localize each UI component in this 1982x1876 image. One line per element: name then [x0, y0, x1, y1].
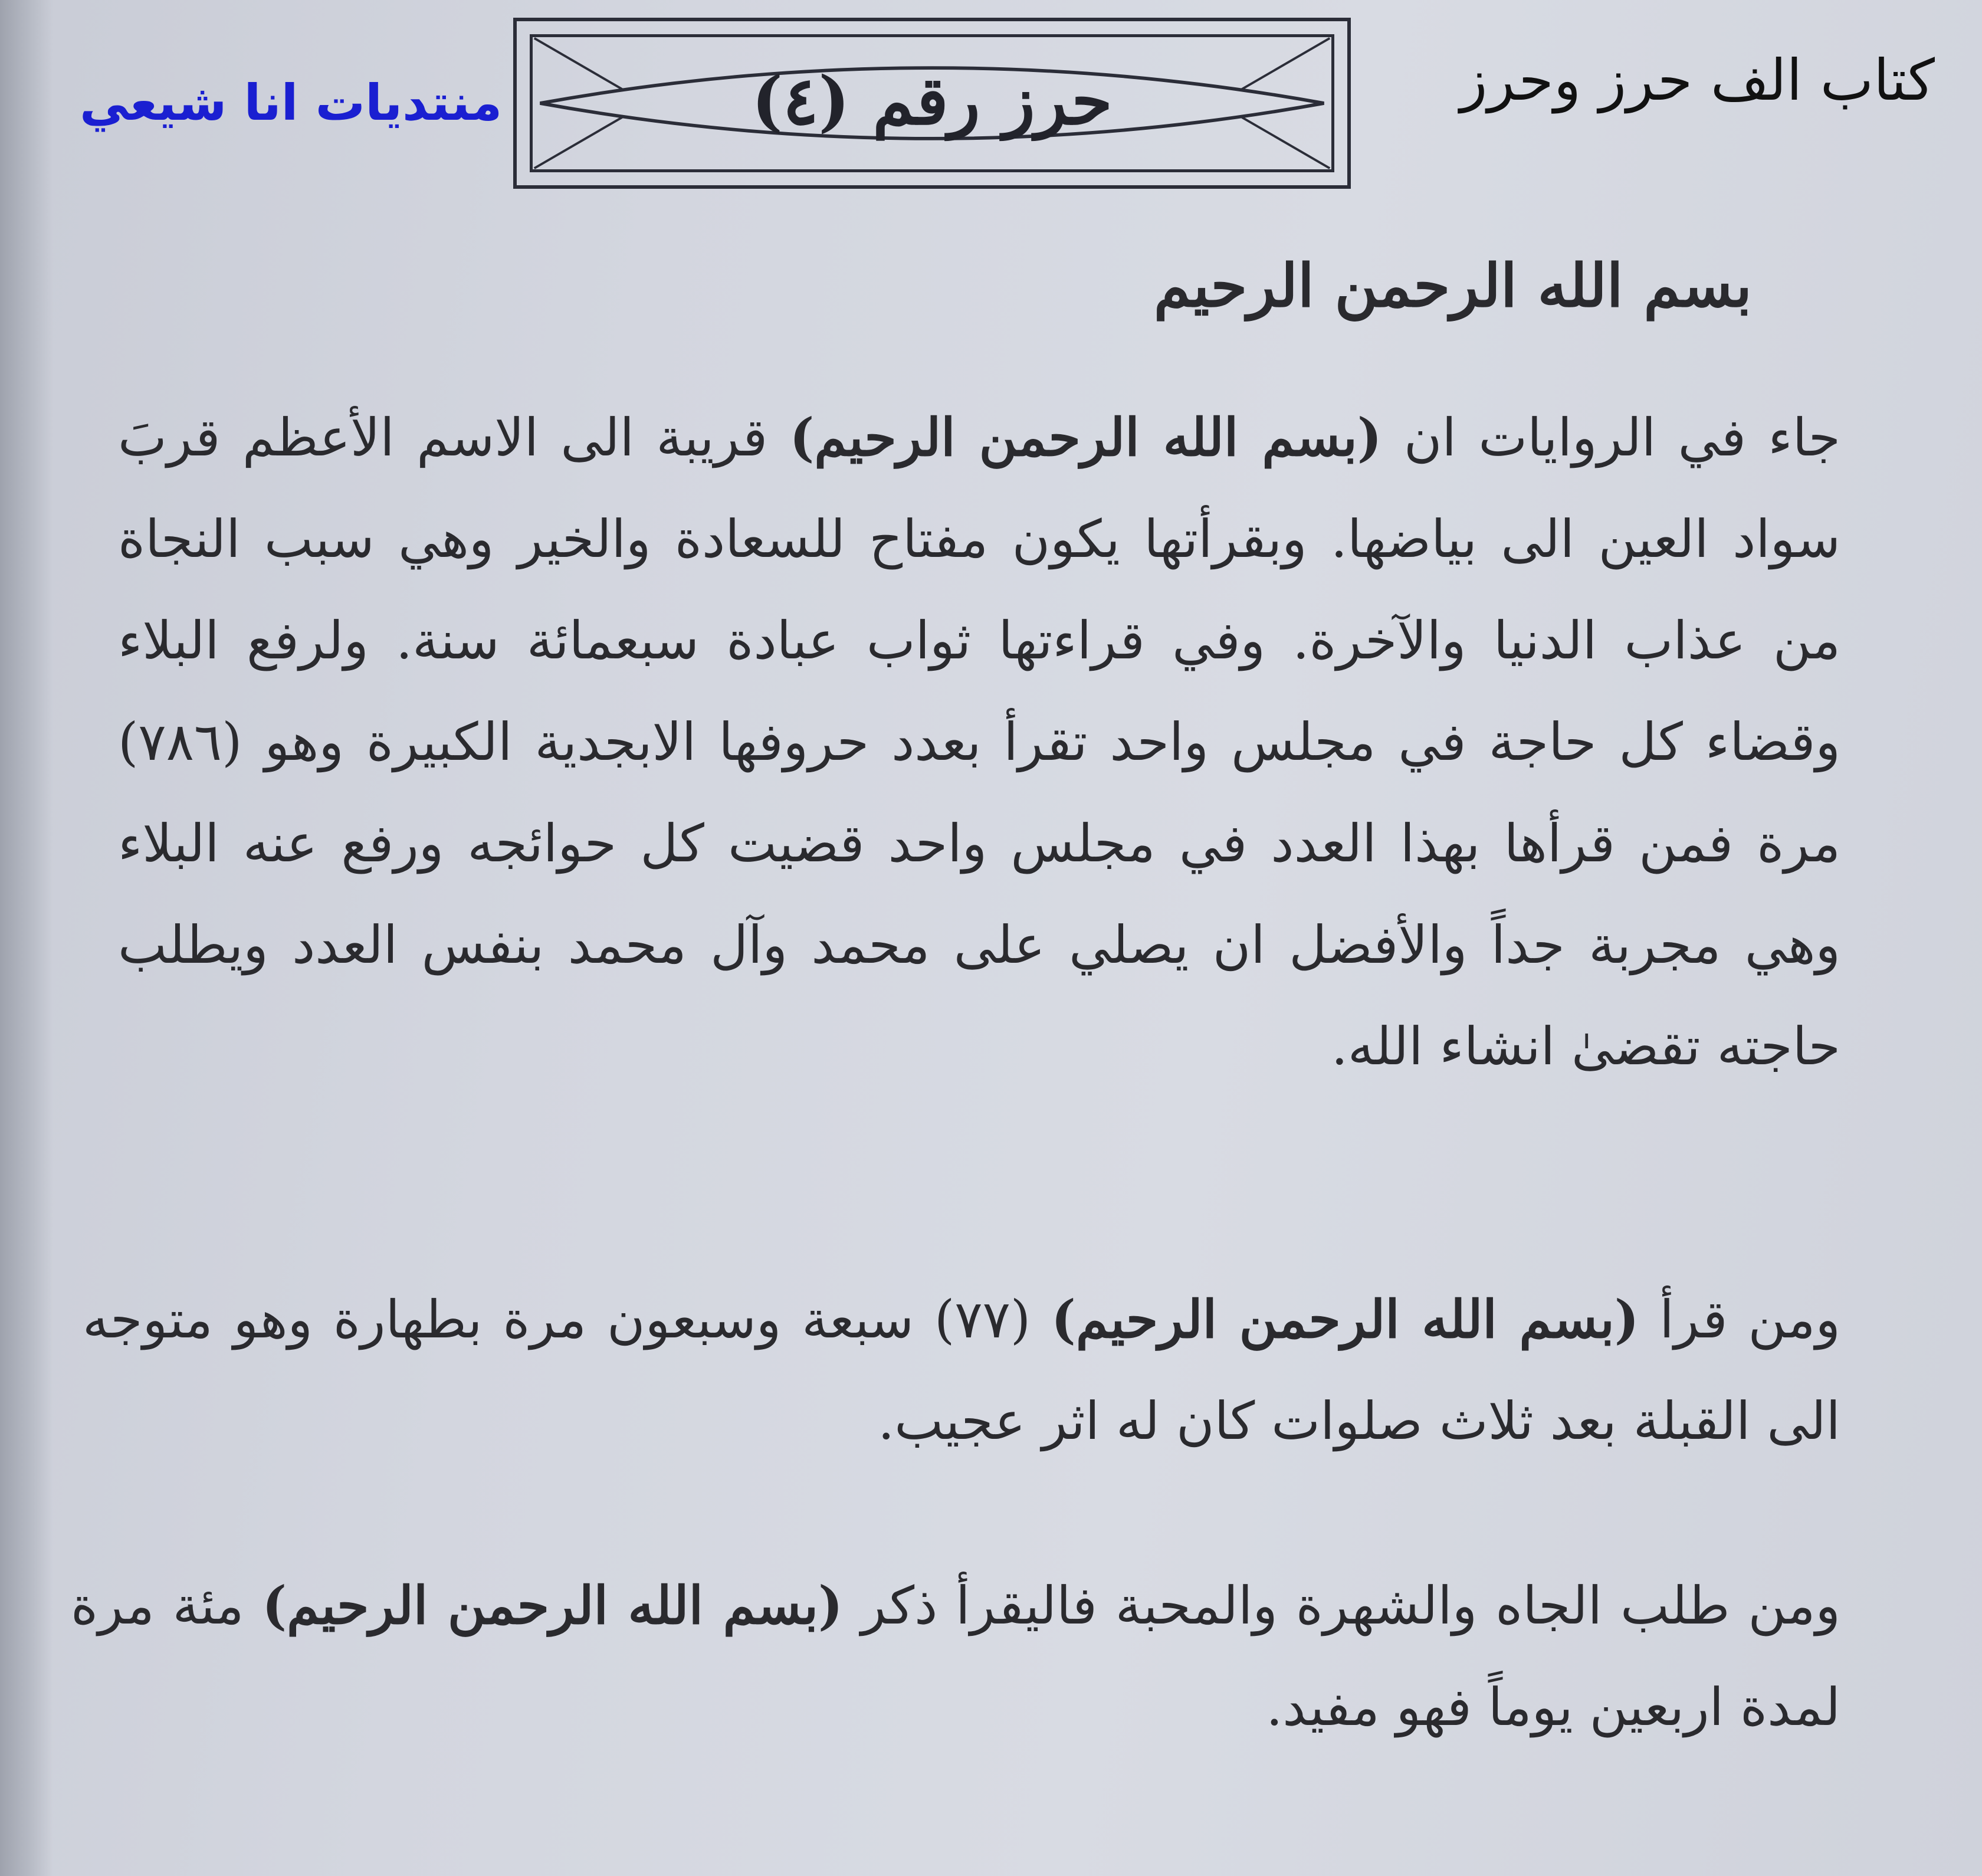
paragraph-1 [118, 386, 1840, 1097]
paragraph-text: قريبة الى الاسم الأعظم قربَ سواد العين الى بياضها. وبقرأتها يكون مفتاح للسعادة والخير وهي سبب النجاة من عذاب الدنيا والآخرة. وفي قراءتها ثواب عبادة سبعمائة سنة. ولرفع البلاء وقضاء كل حاجة في مجلس واحد تقرأ بعدد حروفها الابجدية الكبيرة وهو (٧٨٦) مرة فمن قرأها بهذا العدد في مجلس واحد قضيت كل حوائجه ورفع عنه البلاء وهي مجربة جداً والأفضل ان يصلي على محمد وآل محمد بنفس العدد ويطلب حاجته تقضىٰ انشاء الله. [118, 407, 1840, 1077]
hirz-title: حرز رقم (٤) [752, 63, 1113, 140]
paragraph-3 [71, 1554, 1840, 1758]
basmala-heading: بسم الله الرحمن الرحيم [1153, 251, 1752, 320]
book-spine-shadow [0, 0, 53, 1876]
paragraph-text: ومن طلب الجاه والشهرة والمحبة فاليقرأ ذكر [842, 1575, 1841, 1636]
basmala-quote: (بسم الله الرحمن الرحيم) [789, 406, 1382, 468]
book-title: كتاب الف حرز وحرز [1460, 47, 1935, 113]
paragraph-text: ومن قرأ [1639, 1289, 1841, 1350]
paragraph-text: جاء في الروايات ان [1382, 407, 1840, 468]
basmala-quote: (بسم الله الرحمن الرحيم) [1051, 1288, 1639, 1350]
forum-watermark: منتديات انا شيعي [80, 74, 503, 132]
basmala-quote: (بسم الله الرحمن الرحيم) [262, 1575, 843, 1636]
hirz-title-frame [513, 18, 1351, 189]
paragraph-text: مئة مرة لمدة اربعين يوماً فهو مفيد. [71, 1575, 1840, 1737]
paragraph-2 [83, 1268, 1840, 1472]
paragraph-text: (٧٧) سبعة وسبعون مرة بطهارة وهو متوجه الى القبلة بعد ثلاث صلوات كان له اثر عجيب. [83, 1289, 1840, 1451]
